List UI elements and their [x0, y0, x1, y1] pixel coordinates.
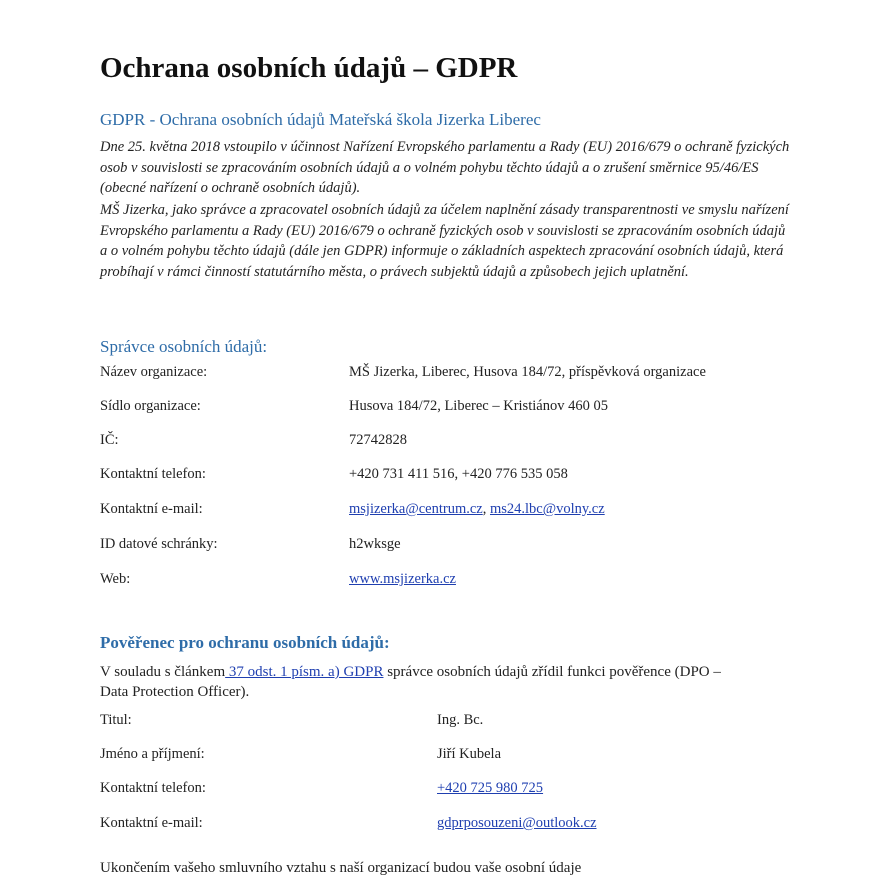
dpo-heading: Pověřenec pro ochranu osobních údajů: — [100, 633, 390, 652]
row-label: Sídlo organizace: — [100, 398, 201, 414]
row-value: Ing. Bc. — [437, 712, 484, 728]
row-value: +420 731 411 516, +420 776 535 058 — [349, 466, 568, 482]
page-title: Ochrana osobních údajů – GDPR — [100, 52, 518, 84]
row-label: Kontaktní telefon: — [100, 466, 206, 482]
row-value: 72742828 — [349, 432, 407, 448]
email-link-msjizerka[interactable]: msjizerka@centrum.cz — [349, 501, 483, 517]
phone-link[interactable]: +420 725 980 725 — [437, 780, 544, 796]
email-separator: , — [482, 501, 490, 517]
web-link[interactable]: www.msjizerka.cz — [349, 571, 456, 587]
dpo-text-after: správce osobních údajů zřídil funkci pověřence (DPO – Data Protection Officer). — [100, 664, 721, 700]
row-label: IČ: — [100, 432, 119, 448]
gdpr-article-link[interactable]: 37 odst. 1 písm. a) GDPR — [225, 664, 384, 680]
controller-heading: Správce osobních údajů: — [100, 337, 268, 356]
row-label: Web: — [100, 571, 131, 587]
document-subtitle: GDPR - Ochrana osobních údajů Mateřská škola Jizerka Liberec — [100, 110, 541, 129]
cut-off-paragraph: Ukončením vašeho smluvního vztahu s naší organizací budou vaše osobní údaje — [100, 860, 582, 876]
dpo-text-before: V souladu s článkem — [100, 664, 226, 680]
intro-paragraph-1: Dne 25. května 2018 vstoupilo v účinnost Nařízení Evropského parlamentu a Rady (EU) 2016/679 o ochraně fyzických osob v souvislosti se zpracováním osobních údajů a o volném pohybu těchto údajů a o zrušení směrnice 95/46/ES (obecné nařízení o ochraně osobních údajů). — [100, 139, 790, 196]
row-label: Kontaktní telefon: — [100, 780, 206, 796]
row-value: h2wksge — [349, 536, 401, 552]
dpo-paragraph — [100, 662, 740, 702]
intro-paragraph-2: MŠ Jizerka, jako správce a zpracovatel osobních údajů za účelem naplnění zásady transparentnosti ve smyslu nařízení Evropského parlamentu a Rady (EU) 2016/679 o ochraně fyzických osob v souvislosti se zpracováním osobních údajů a o volném pohybu těchto údajů (dále jen GDPR) informuje o základních aspektech zpracování osobních údajů, která probíhají v rámci činností statutárního města, o právech subjektů údajů a způsobech jejich uplatnění. — [100, 202, 789, 280]
row-value: Jiří Kubela — [437, 746, 502, 762]
row-label: Název organizace: — [100, 364, 208, 380]
row-value — [349, 501, 605, 518]
row-label: Jméno a příjmení: — [100, 746, 205, 762]
row-label: Kontaktní e-mail: — [100, 501, 203, 517]
row-label: ID datové schránky: — [100, 536, 218, 552]
row-value: Husova 184/72, Liberec – Kristiánov 460 05 — [349, 398, 608, 414]
dpo-email-link[interactable]: gdprposouzeni@outlook.cz — [437, 815, 597, 831]
email-link-ms24[interactable]: ms24.lbc@volny.cz — [489, 501, 605, 517]
row-label: Titul: — [100, 712, 132, 728]
row-value: MŠ Jizerka, Liberec, Husova 184/72, příspěvková organizace — [349, 364, 706, 380]
row-label: Kontaktní e-mail: — [100, 815, 203, 831]
